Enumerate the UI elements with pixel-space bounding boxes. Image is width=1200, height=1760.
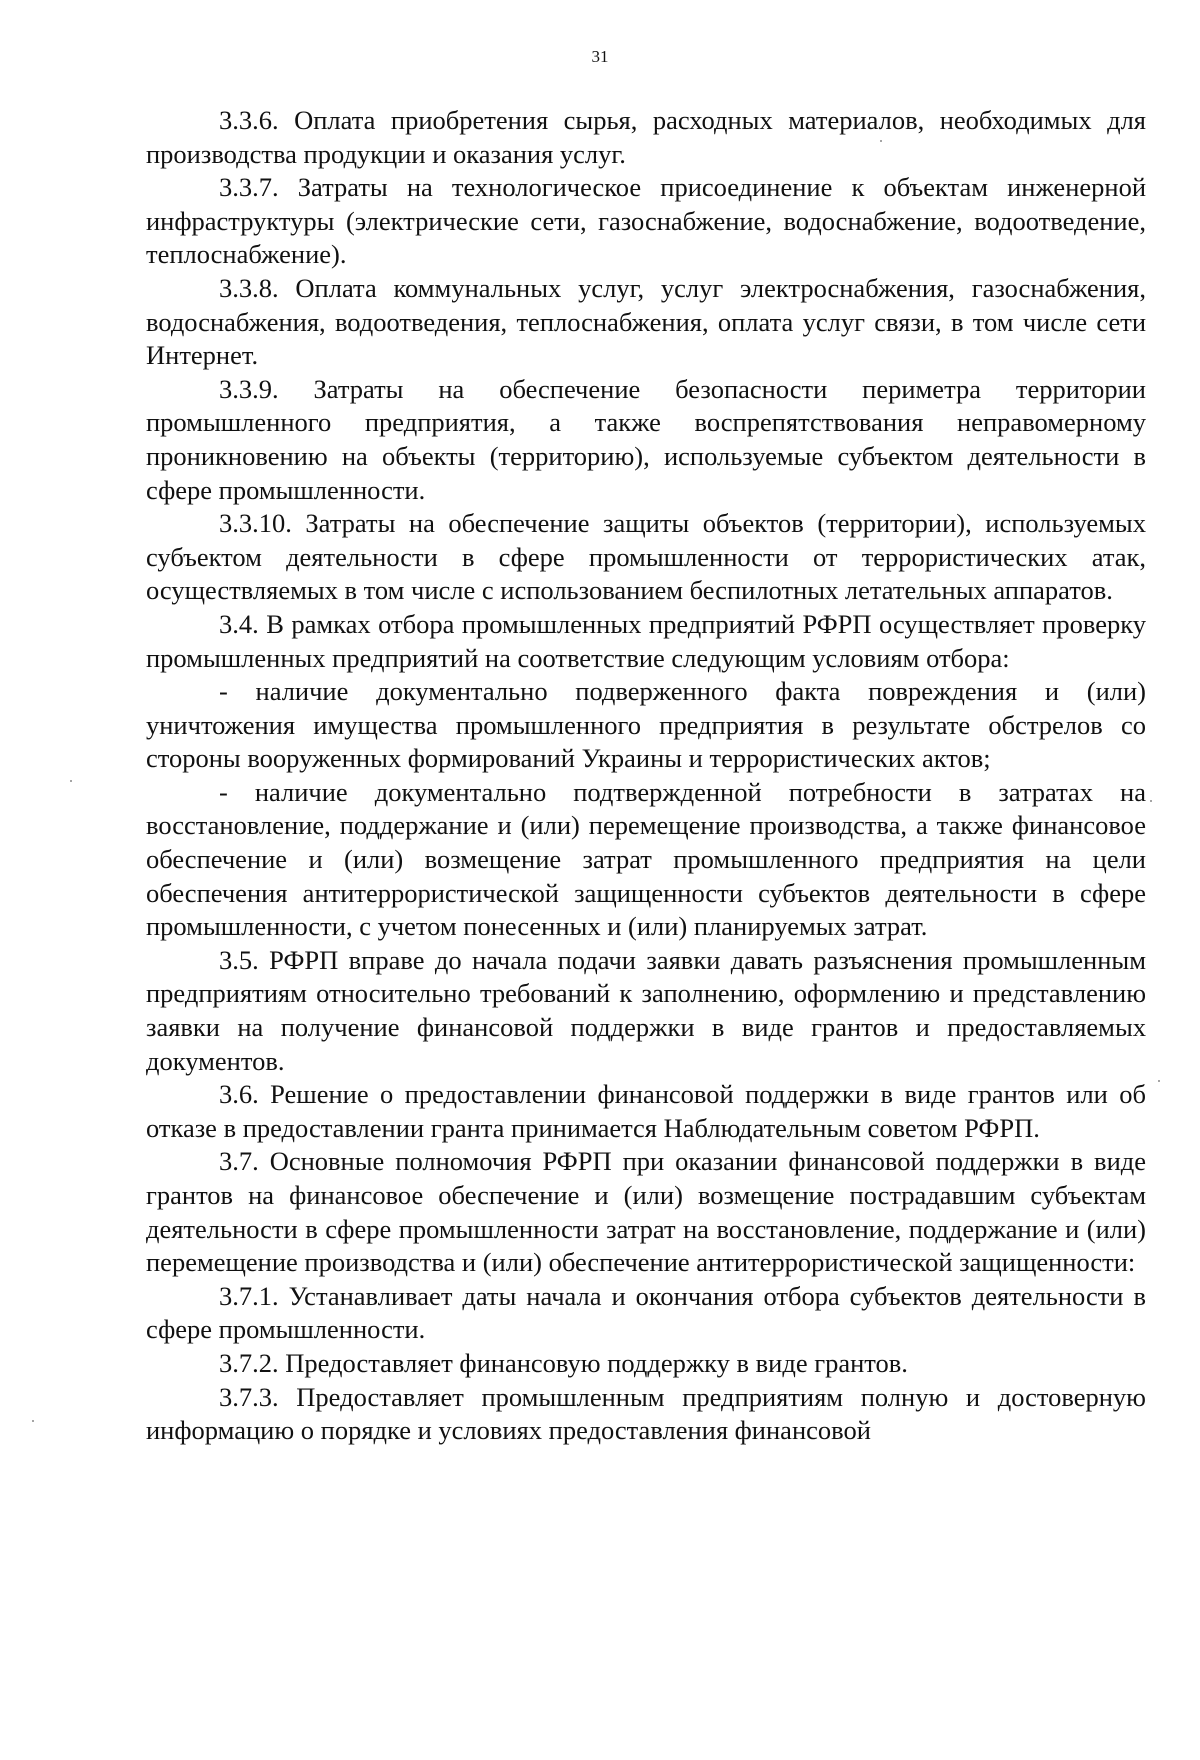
paragraph-3-7-2: 3.7.2. Предоставляет финансовую поддержку в виде грантов.	[219, 1347, 908, 1378]
list-item-costs-need: - наличие документально подтвержденной потребности в затратах на восстановление, поддержание и (или) перемещение производства, а также финансовое обеспечение и (или) возмещение затрат промышленного предприятия на цели обеспечения антитеррористической защищенности субъектов деятельности в сфере промышленности, с учетом понесенных и (или) планируемых затрат.	[146, 776, 1146, 942]
document-body	[146, 104, 1146, 1448]
paragraph-3-7: 3.7. Основные полномочия РФРП при оказании финансовой поддержки в виде грантов на финансовое обеспечение и (или) возмещение пострадавшим субъектам деятельности в сфере промышленности затрат на восстановление, поддержание и (или) перемещение производства и (или) обеспечение антитеррористической защищенности:	[146, 1146, 1146, 1278]
paragraph-3-3-6: 3.3.6. Оплата приобретения сырья, расходных материалов, необходимых для производства продукции и оказания услуг.	[146, 105, 1146, 169]
scan-speck	[880, 140, 882, 142]
paragraph-3-7-1: 3.7.1. Устанавливает даты начала и окончания отбора субъектов деятельности в сфере промышленности.	[146, 1280, 1146, 1345]
paragraph-3-4: 3.4. В рамках отбора промышленных предприятий РФРП осуществляет проверку промышленных предприятий на соответствие следующим условиям отбора:	[146, 608, 1146, 673]
scan-speck	[1150, 800, 1152, 802]
paragraph-3-3-7: 3.3.7. Затраты на технологическое присоединение к объектам инженерной инфраструктуры (электрические сети, газоснабжение, водоснабжение, водоотведение, теплоснабжение).	[146, 172, 1146, 270]
page-number: 31	[591, 47, 609, 66]
paragraph-3-3-8: 3.3.8. Оплата коммунальных услуг, услуг электроснабжения, газоснабжения, водоснабжения, водоотведения, теплоснабжения, оплата услуг связи, в том числе сети Интернет.	[146, 272, 1146, 371]
scan-speck	[32, 1420, 34, 1422]
scan-speck	[70, 780, 72, 782]
list-item-damage-fact: - наличие документально подверженного факта повреждения и (или) уничтожения имущества промышленного предприятия в результате обстрелов со стороны вооруженных формирований Украины и террористических актов;	[146, 676, 1146, 774]
paragraph-3-6: 3.6. Решение о предоставлении финансовой поддержки в виде грантов или об отказе в предоставлении гранта принимается Наблюдательным советом РФРП.	[146, 1079, 1146, 1143]
paragraph-3-5: 3.5. РФРП вправе до начала подачи заявки давать разъяснения промышленным предприятиям относительно требований к заполнению, оформлению и представлению заявки на получение финансовой поддержки в виде грантов и предоставляемых документов.	[146, 944, 1146, 1076]
paragraph-3-7-3: 3.7.3. Предоставляет промышленным предприятиям полную и достоверную информацию о порядке и условиях предоставления финансовой	[146, 1381, 1146, 1446]
scan-speck	[1158, 1080, 1160, 1082]
paragraph-3-3-9: 3.3.9. Затраты на обеспечение безопасности периметра территории промышленного предприятия, а также воспрепятствования неправомерному проникновению на объекты (территорию), используемые субъектом деятельности в сфере промышленности.	[146, 373, 1146, 505]
paragraph-3-3-10: 3.3.10. Затраты на обеспечение защиты объектов (территории), используемых субъектом деятельности в сфере промышленности от террористических атак, осуществляемых в том числе с использованием беспилотных летательных аппаратов.	[146, 508, 1146, 606]
